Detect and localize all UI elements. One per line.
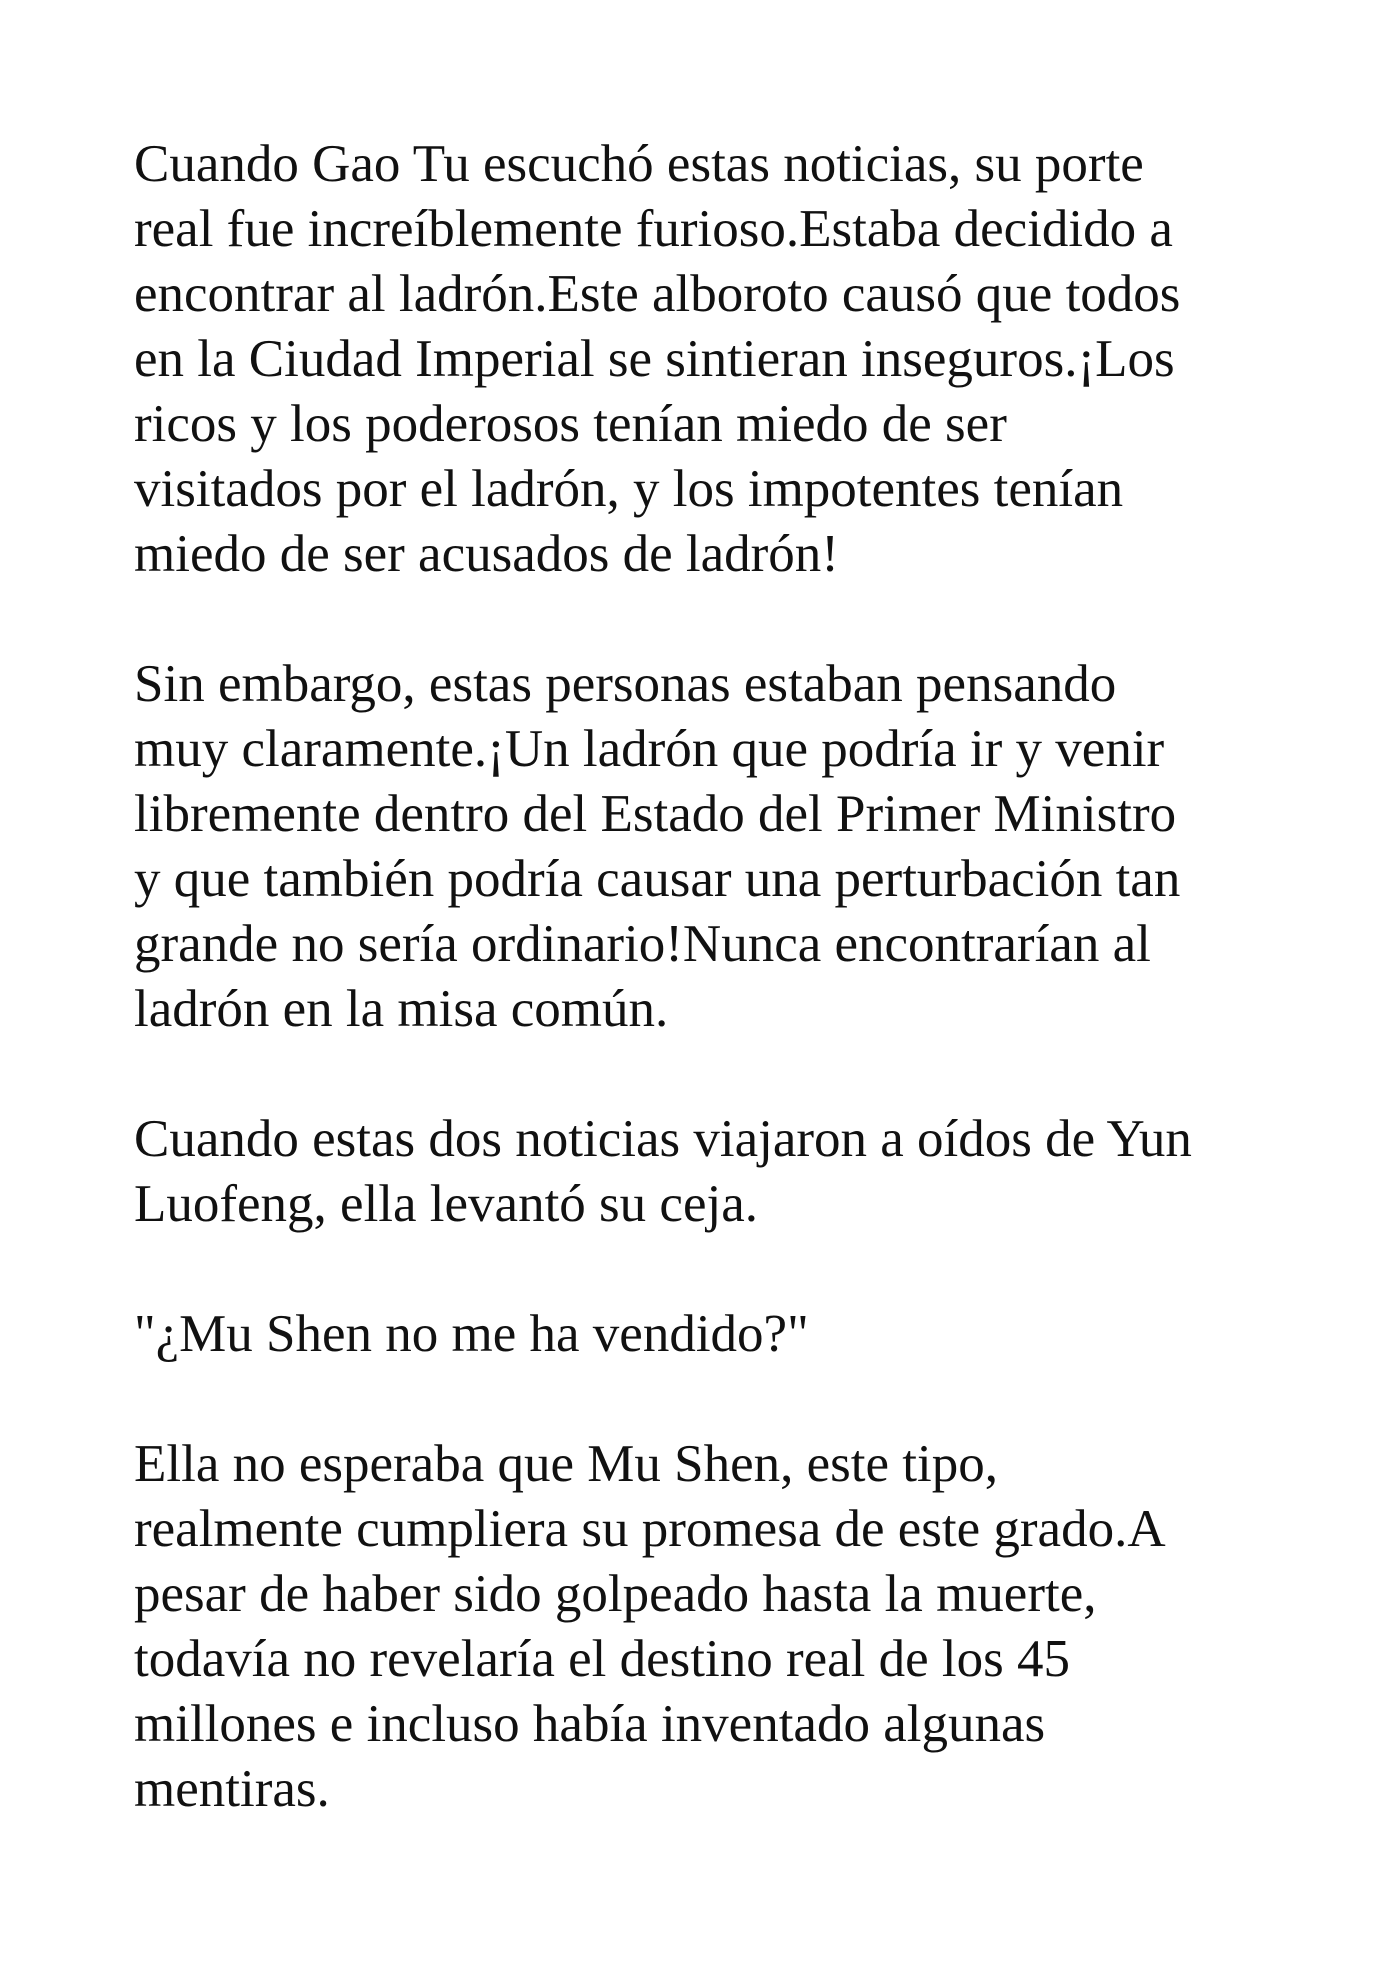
text-line: visitados por el ladrón, y los impotentes tenían <box>134 460 1124 518</box>
text-line: ladrón en la misa común. <box>134 980 669 1038</box>
text-line: y que también podría causar una perturbación tan <box>134 850 1181 908</box>
text-line: grande no sería ordinario!Nunca encontrarían al <box>134 915 1151 973</box>
text-body <box>134 132 1294 1887</box>
text-line: ricos y los poderosos tenían miedo de ser <box>134 395 1007 453</box>
text-line: Luofeng, ella levantó su ceja. <box>134 1175 758 1233</box>
text-line: muy claramente.¡Un ladrón que podría ir y venir <box>134 720 1165 778</box>
paragraph-5 <box>134 1432 1294 1822</box>
paragraph-3 <box>134 1107 1294 1237</box>
text-line: todavía no revelaría el destino real de los 45 <box>134 1630 1070 1688</box>
paragraph-1 <box>134 132 1294 587</box>
text-line: encontrar al ladrón.Este alboroto causó que todos <box>134 265 1181 323</box>
paragraph-4-dialogue <box>134 1302 1294 1367</box>
text-line: en la Ciudad Imperial se sintieran inseguros.¡Los <box>134 330 1175 388</box>
text-line: Sin embargo, estas personas estaban pensando <box>134 655 1117 713</box>
text-line: libremente dentro del Estado del Primer Ministro <box>134 785 1177 843</box>
text-line: Ella no esperaba que Mu Shen, este tipo, <box>134 1435 998 1493</box>
text-line: Cuando estas dos noticias viajaron a oídos de Yun <box>134 1110 1192 1168</box>
text-line: real fue increíblemente furioso.Estaba decidido a <box>134 200 1173 258</box>
paragraph-2 <box>134 652 1294 1042</box>
text-line: realmente cumpliera su promesa de este grado.A <box>134 1500 1166 1558</box>
text-line: Cuando Gao Tu escuchó estas noticias, su porte <box>134 135 1144 193</box>
text-line: millones e incluso había inventado algunas <box>134 1695 1046 1753</box>
text-line: mentiras. <box>134 1760 330 1818</box>
text-line: miedo de ser acusados de ladrón! <box>134 525 839 583</box>
text-line: pesar de haber sido golpeado hasta la muerte, <box>134 1565 1097 1623</box>
text-line: "¿Mu Shen no me ha vendido?" <box>134 1305 809 1363</box>
